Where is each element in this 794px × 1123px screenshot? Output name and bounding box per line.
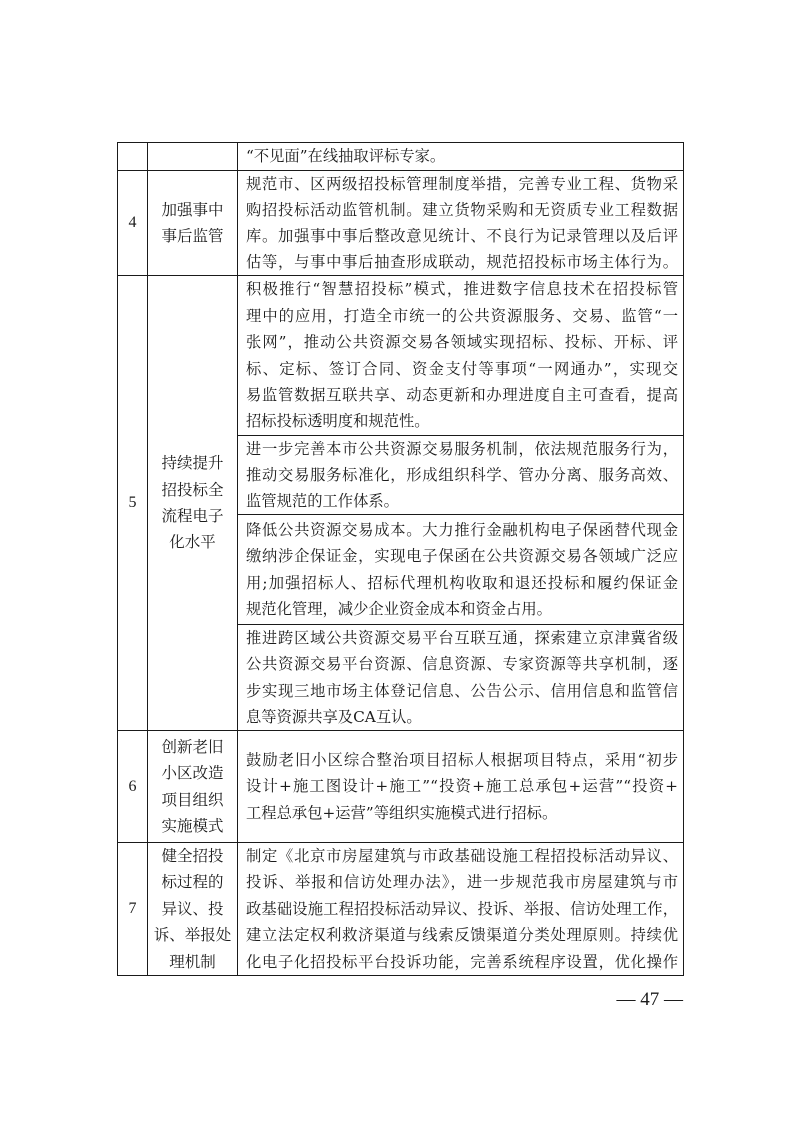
measure-text-line: 制定《北京市房屋建筑与市政基础设施工程招投标活动异议、 — [246, 847, 678, 866]
row-7-measure-1-cell — [237, 842, 684, 976]
continuation-number-cell — [117, 142, 148, 171]
measure-text-line: 降低公共资源交易成本。大力推行金融机构电子保函替代现金 — [246, 520, 678, 539]
row-6-measure-1-cell — [237, 730, 684, 843]
measure-text-line: 规范市、区两级招投标管理制度举措，完善专业工程、货物采 — [246, 175, 678, 193]
item-number: 4 — [128, 214, 137, 231]
row-5-number-cell — [117, 275, 148, 731]
measure-text-line: 息等资源共享及CA互认。 — [246, 707, 422, 726]
row-5-measure-1-cell — [237, 275, 684, 436]
row-7-task-cell — [147, 842, 238, 976]
continuation-measure-cell — [237, 142, 684, 171]
row-5-measure-4-cell — [237, 624, 684, 731]
task-name-line: 事后监管 — [161, 227, 224, 245]
row-4-measure-1-cell — [237, 170, 684, 276]
row-6-task-cell — [147, 730, 238, 843]
measure-text-line: 化电子化招投标平台投诉功能，完善系统程序设置，优化操作 — [246, 952, 678, 971]
measure-text-line: 设计+施工图设计+施工”“投资+施工总承包+运营”“投资+ — [246, 777, 678, 796]
row-4-number-cell — [117, 170, 148, 276]
measure-text-line: 库。加强事中事后整改意见统计、不良行为记录管理以及后评 — [246, 227, 678, 245]
measure-text-line: 政基础设施工程招投标活动异议、投诉、举报、信访处理工作， — [246, 899, 678, 918]
task-name-line: 项目组织 — [161, 790, 224, 809]
measure-text-line: 招标投标透明度和规范性。 — [246, 412, 430, 431]
task-name-line: 招投标全 — [161, 480, 224, 499]
continuation-task-cell — [147, 142, 238, 171]
page-number: — 47 — — [616, 989, 683, 1010]
measure-text-line: 推进跨区域公共资源交易平台互联互通，探索建立京津冀省级 — [246, 629, 678, 647]
measure-text-line: 鼓励老旧小区综合整治项目招标人根据项目特点，采用“初步 — [246, 750, 678, 769]
item-number: 5 — [128, 494, 137, 511]
task-name-line: 实施模式 — [161, 816, 224, 835]
task-name-line: 化水平 — [169, 533, 216, 552]
measure-text-line: 投诉、举报和信访处理办法》，进一步规范我市房屋建筑与市 — [246, 873, 678, 892]
measure-text-line: 工程总承包+运营”等组织实施模式进行招标。 — [246, 803, 558, 822]
task-name-line: 异议、投 — [161, 899, 224, 918]
measure-text-line: 张网”，推动公共资源交易各领域实现招标、投标、开标、评 — [246, 333, 678, 352]
task-name-line: 加强事中 — [161, 200, 224, 219]
row-7-number-cell — [117, 842, 148, 976]
measure-text-line: 步实现三地市场主体登记信息、公告公示、信用信息和监管信 — [246, 681, 678, 700]
row-5-task-cell — [147, 275, 238, 731]
measure-text-line: 标、定标、签订合同、资金支付等事项“一网通办”，实现交 — [246, 359, 678, 378]
row-5-measure-3-cell — [237, 514, 684, 625]
row-5-measure-2-cell — [237, 435, 684, 515]
task-name-line: 创新老旧 — [161, 737, 224, 756]
measure-text-line: 规范化管理，减少企业资金成本和资金占用。 — [246, 599, 552, 618]
measure-text-line: 估等，与事中事后抽查形成联动，规范招投标市场主体行为。 — [246, 253, 678, 271]
task-name-line: 健全招投 — [161, 846, 224, 865]
task-name-line: 流程电子 — [161, 507, 224, 525]
measure-text-line: 用;加强招标人、招标代理机构收取和退还投标和履约保证金 — [246, 573, 678, 592]
measure-text-line: 积极推行“智慧招投标”模式，推进数字信息技术在招投标管 — [246, 280, 678, 299]
row-6-number-cell — [117, 730, 148, 843]
measure-text-line: 进一步完善本市公共资源交易服务机制，依法规范服务行为， — [246, 440, 678, 458]
task-name-line: 持续提升 — [161, 454, 224, 473]
item-number: 6 — [128, 777, 137, 795]
row-4-task-cell — [147, 170, 238, 276]
measure-text-line: “不见面”在线抽取评标专家。 — [246, 147, 446, 166]
measure-text-line: 建立法定权利救济渠道与线索反馈渠道分类处理原则。持续优 — [246, 926, 678, 945]
task-name-line: 诉、举报处 — [153, 926, 232, 945]
measure-text-line: 推动交易服务标准化，形成组织科学、管办分离、服务高效、 — [246, 466, 678, 484]
task-name-line: 理机制 — [169, 952, 216, 971]
measure-text-line: 易监管数据互联共享、动态更新和办理进度自主可查看，提高 — [246, 385, 678, 404]
measure-text-line: 购招投标活动监管机制。建立货物采购和无资质专业工程数据 — [246, 201, 678, 219]
task-name-line: 小区改造 — [161, 764, 224, 783]
item-number: 7 — [128, 900, 137, 917]
task-name-line: 标过程的 — [161, 873, 224, 892]
measure-text-line: 缴纳涉企保证金，实现电子保函在公共资源交易各领域广泛应 — [246, 547, 678, 566]
measure-text-line: 公共资源交易平台资源、信息资源、专家资源等共享机制，逐 — [246, 655, 678, 674]
measure-text-line: 理中的应用，打造全市统一的公共资源服务、交易、监管“一 — [246, 306, 678, 325]
measure-text-line: 监管规范的工作体系。 — [246, 492, 399, 510]
